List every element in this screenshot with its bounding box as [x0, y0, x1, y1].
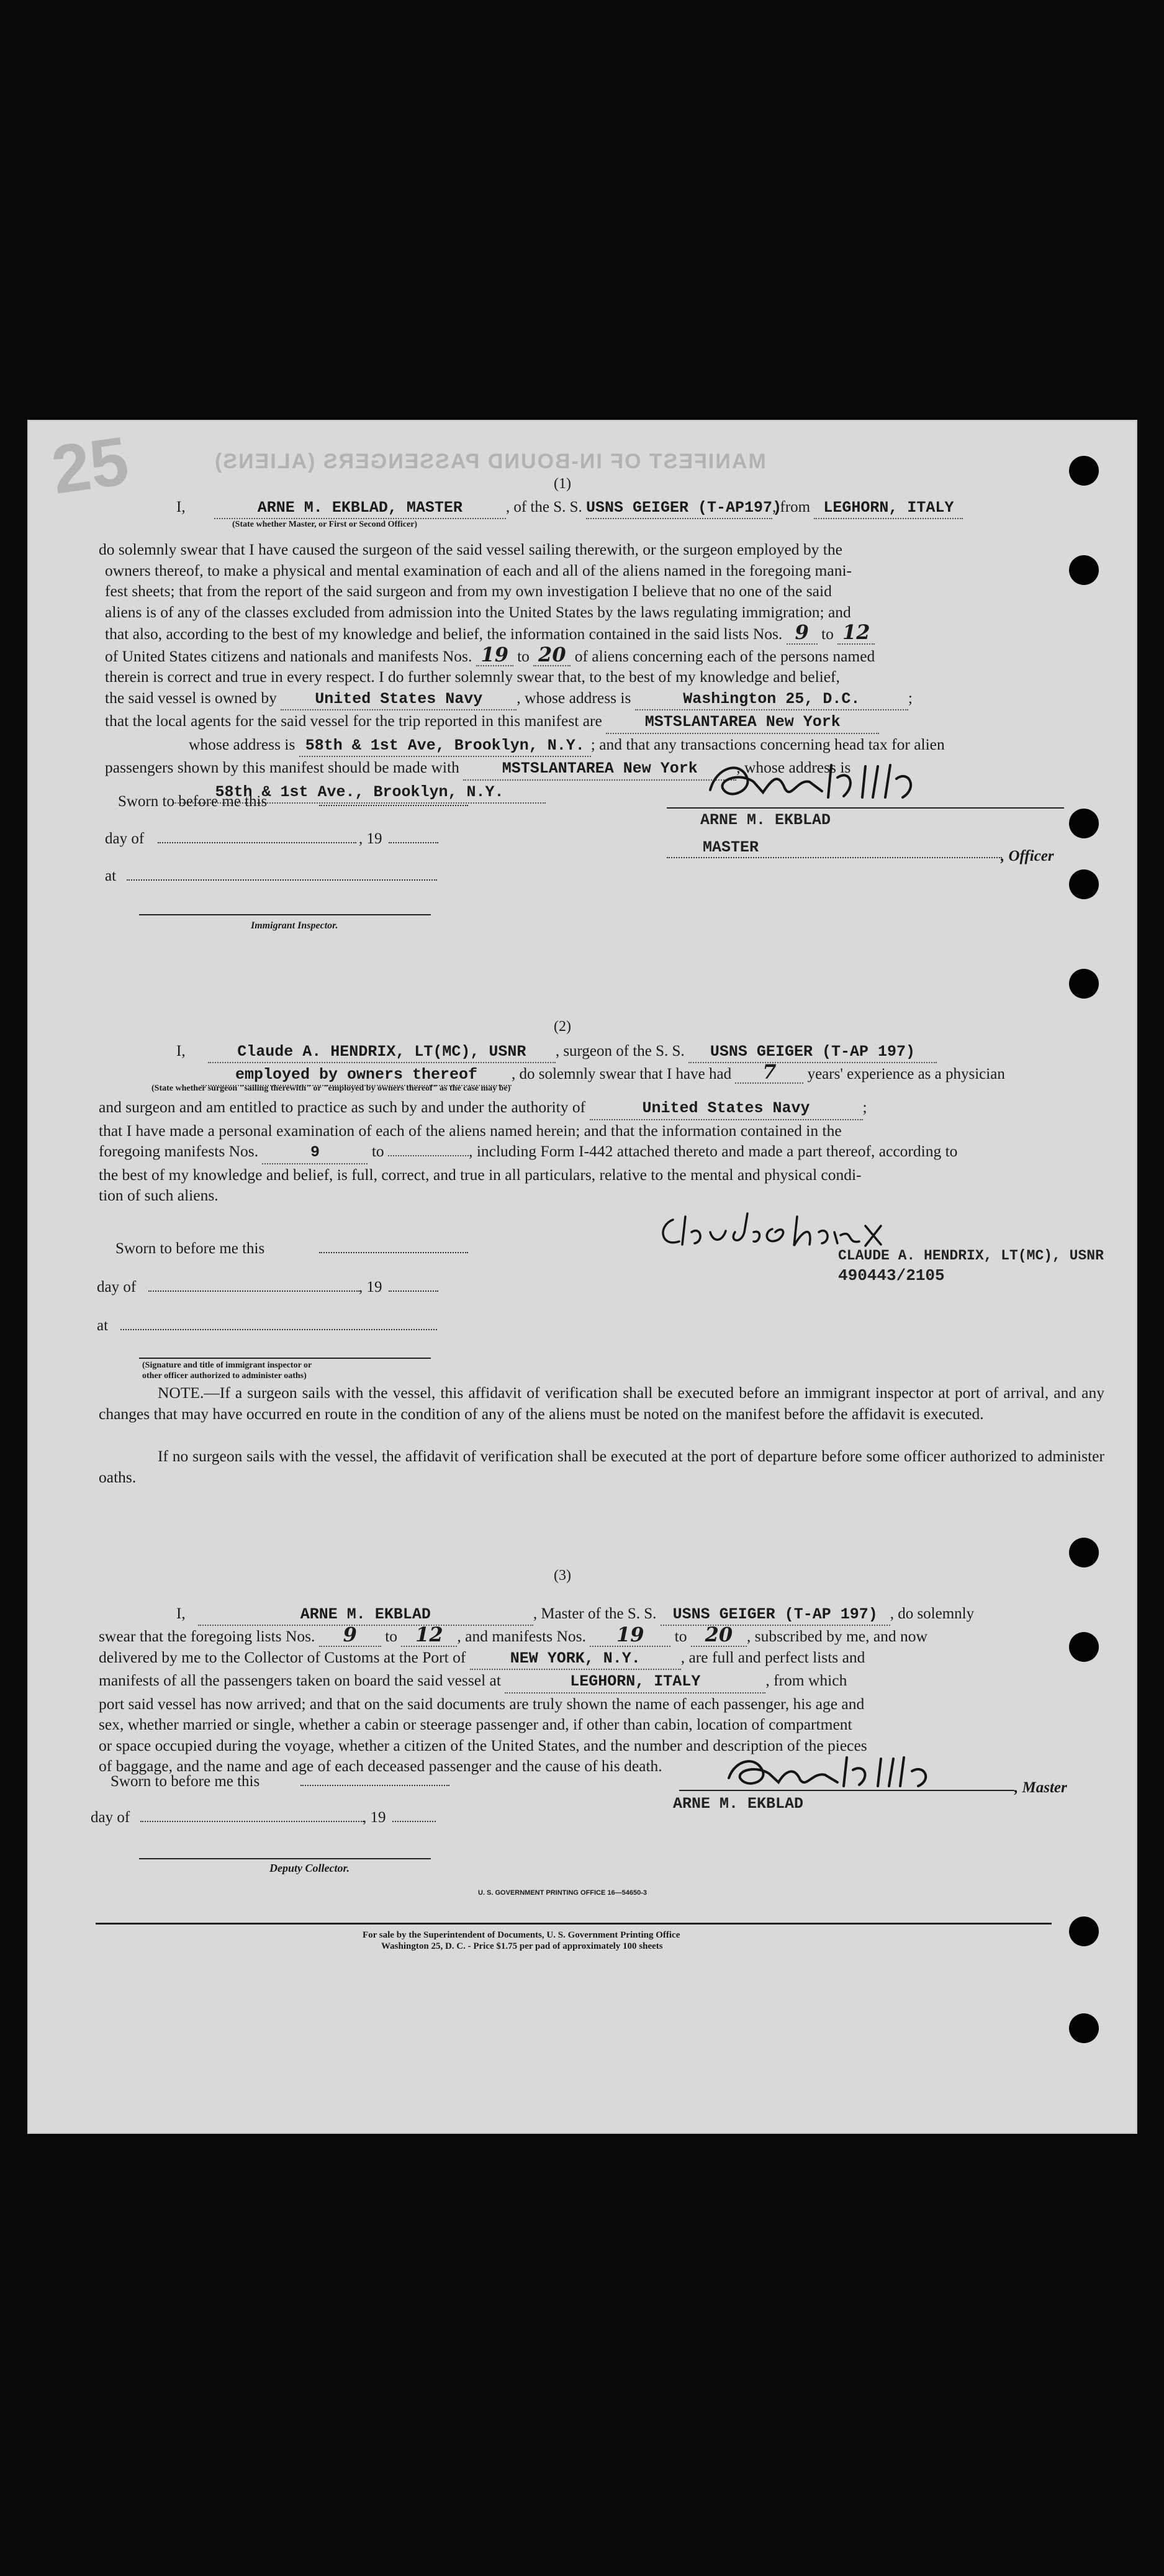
swear-label: , do solemnly: [890, 1605, 975, 1622]
year-blank: [389, 1290, 438, 1292]
oath-lead: I,: [176, 499, 186, 515]
officer-label: , Officer: [1001, 848, 1054, 864]
oath-text: passengers shown by this manifest should be made with: [105, 758, 459, 776]
master-title: MASTER: [703, 838, 759, 856]
arrival-port: NEW YORK, N.Y.: [470, 1648, 681, 1671]
day-text: day of: [105, 830, 145, 847]
to-word: to: [517, 646, 530, 665]
binder-hole: [1069, 969, 1099, 999]
page-stamp-number: 25: [47, 422, 133, 509]
lists-to-3: 12: [401, 1625, 457, 1647]
oath-text: swear that the foregoing lists Nos.: [99, 1627, 315, 1645]
to-word: to: [371, 1142, 384, 1160]
of-ship-label: , of the S. S.: [505, 499, 582, 515]
oath-text: manifests of all the passengers taken on board the said vessel at: [99, 1671, 501, 1689]
oath-line: do solemnly swear that I have caused the surgeon of the said vessel sailing therewith, or the surgeon employed by the: [99, 540, 842, 558]
oath-text: delivered by me to the Collector of Customs at the Port of: [99, 1648, 466, 1666]
manifests-from: 19: [476, 645, 513, 667]
oath-line: of baggage, and the name and age of each deceased passenger and the cause of his death.: [99, 1757, 662, 1775]
surgeon-of-label: , surgeon of the S. S.: [555, 1043, 685, 1059]
master-signature-line: [667, 807, 1064, 809]
oath-line: [99, 1141, 1104, 1164]
oath-line: aliens is of any of the classes excluded from admission into the United States by the laws regulating immigration; and: [105, 602, 851, 621]
oath-text: , whose address is: [736, 758, 851, 776]
surgeon-name: Claude A. HENDRIX, LT(MC), USNR: [208, 1041, 556, 1063]
oath-line: [99, 1625, 1104, 1647]
sworn-blank: [319, 805, 468, 806]
local-agents: MSTSLANTAREA New York: [606, 712, 879, 734]
boarding-port: LEGHORN, ITALY: [505, 1671, 765, 1694]
section-2-oath: [99, 1097, 1104, 1206]
oath-text: , subscribed by me, and now: [746, 1627, 927, 1645]
surgeon-manifests-from: 9: [262, 1142, 368, 1164]
sworn-blank: [300, 1785, 449, 1786]
oath-line: [99, 622, 1104, 645]
to-word: to: [385, 1627, 398, 1645]
section-2-surgeon-line: [176, 1041, 937, 1063]
section-1-master-line: [176, 497, 963, 519]
lists-from: 9: [787, 622, 818, 645]
master-signature-line-3: [679, 1790, 1014, 1791]
oath-line: and surgeon and am entitled to practice as such by and under the authority of United States Navy ;: [99, 1097, 1104, 1120]
years-label: years' experience as a physician: [807, 1066, 1005, 1082]
day-label: [105, 828, 144, 849]
surgeon-manifests-to: [388, 1155, 469, 1156]
master-signature-3: [723, 1750, 983, 1794]
day-label: day of: [97, 1279, 137, 1295]
master-name-3: ARNE M. EKBLAD: [198, 1604, 533, 1626]
at-blank: [127, 879, 437, 881]
officer-blank: [667, 857, 1002, 858]
oath-lead: I,: [176, 1605, 186, 1622]
manifests-to: 20: [533, 645, 571, 667]
oath-text: of aliens concerning each of the persons named: [574, 646, 875, 665]
footer-rule: [96, 1923, 1052, 1925]
oath-text: , and manifests Nos.: [457, 1627, 586, 1645]
manifest-page: [27, 420, 1137, 2134]
officer-signature-line: [139, 1358, 431, 1359]
sworn-line: Sworn to before me this: [115, 1240, 265, 1257]
oath-line: fest sheets; that from the report of the said surgeon and from my own investigation I believe that no one of the said: [105, 582, 832, 600]
oath-line: that I have made a personal examination of each of the aliens named herein; and that the information contained in the: [99, 1121, 842, 1140]
surgeon-service-number: 490443/2105: [838, 1266, 945, 1285]
ship-name-3: USNS GEIGER (T-AP 197): [661, 1604, 890, 1626]
binder-hole: [1069, 869, 1099, 899]
master-label-3: , Master: [1014, 1779, 1067, 1796]
master-signature: [704, 754, 971, 810]
day-label: day of: [91, 1809, 130, 1826]
from-label: , from: [772, 499, 811, 515]
bleed-through-title: MANIFEST OF IN-BOUND PASSENGERS (ALIENS): [214, 450, 766, 473]
oath-text: the said vessel is owned by: [105, 688, 277, 707]
section-1-number: (1): [554, 476, 571, 492]
year-label: , 19: [363, 1809, 386, 1826]
employment-caption: (State whether surgeon "sailing therewith" or "employed by owners thereof" as the case may be): [151, 1084, 511, 1093]
oath-line: tion of such aliens.: [99, 1186, 219, 1204]
agents-address: 58th & 1st Ave, Brooklyn, N.Y.: [299, 735, 591, 758]
surgeon-employment: employed by owners thereof: [201, 1064, 512, 1086]
year-blank: [389, 842, 438, 843]
years-experience: 7: [735, 1062, 803, 1084]
footer-line-1: For sale by the Superintendent of Documents, U. S. Government Printing Office: [363, 1930, 680, 1940]
inspector-signature-line: [139, 914, 431, 915]
departure-port: LEGHORN, ITALY: [814, 497, 963, 519]
section-3-master-line: [176, 1603, 974, 1626]
day-blank: [140, 1821, 364, 1822]
oath-text: that the local agents for the said vessel for the trip reported in this manifest are: [105, 712, 602, 730]
oath-text: ; and that any transactions concerning head tax for alien: [590, 735, 945, 753]
sworn-line: Sworn to before me this: [111, 1773, 260, 1790]
oath-line: sex, whether married or single, whether a cabin or steerage passenger and, if other than cabin, location of compartment: [99, 1715, 852, 1733]
at-blank: [120, 1329, 437, 1330]
master-name-caption: (State whether Master, or First or Second Officer): [232, 520, 418, 529]
surgeon-ship: USNS GEIGER (T-AP 197): [688, 1041, 937, 1063]
lists-from-3: 9: [319, 1625, 381, 1647]
oath-text: , whose address is: [517, 688, 631, 707]
manifests-to-3: 20: [691, 1625, 747, 1647]
oath-line: therein is correct and true in every respect. I do further solemnly swear that, to the best of my knowledge and belief,: [105, 668, 840, 686]
oath-line: [99, 642, 1104, 667]
head-tax-address: 58th & 1st Ave., Brooklyn, N.Y.: [173, 782, 546, 804]
section-3-number: (3): [554, 1567, 571, 1584]
oath-line: the best of my knowledge and belief, is full, correct, and true in all particulars, relative to the mental and physical condi-: [99, 1165, 862, 1184]
lists-to: 12: [837, 622, 875, 645]
oath-line: [99, 710, 1104, 734]
practice-authority: United States Navy: [590, 1098, 863, 1120]
oath-text: of United States citizens and nationals and manifests Nos.: [105, 646, 472, 665]
oath-line: the said vessel is owned by United States Navy , whose address is Washington 25, D.C. ;: [99, 687, 1104, 711]
footer-line-2: Washington 25, D. C. - Price $1.75 per pad of approximately 100 sheets: [381, 1941, 663, 1951]
oath-line: or space occupied during the voyage, whether a citizen of the United States, and the number and description of the pieces: [99, 1736, 867, 1754]
surgeon-note-2: If no surgeon sails with the vessel, the affidavit of verification shall be executed at the port of departure before some officer authorized to administer oaths.: [99, 1447, 1104, 1486]
oath-text: that also, according to the best of my knowledge and belief, the information contained in the said lists Nos.: [105, 625, 783, 643]
at-label: at: [97, 1317, 109, 1334]
manifests-from-3: 19: [590, 1625, 670, 1647]
day-blank: [158, 842, 356, 843]
ship-name: USNS GEIGER (T-AP197): [586, 497, 772, 519]
head-tax-agent: MSTSLANTAREA New York: [463, 758, 736, 781]
binder-hole: [1069, 456, 1099, 486]
master-typed-name: ARNE M. EKBLAD: [700, 811, 831, 829]
day-blank: [148, 1290, 359, 1292]
section-2-number: (2): [554, 1018, 571, 1035]
binder-hole: [1069, 2013, 1099, 2043]
year-label: , 19: [359, 1279, 382, 1295]
swear-label: , do solemnly swear that I have had: [512, 1066, 732, 1082]
oath-line: owners thereof, to make a physical and mental examination of each and all of the aliens named in the foregoing mani-: [105, 561, 852, 579]
vessel-owner: United States Navy: [281, 689, 517, 711]
printing-office-line: U. S. GOVERNMENT PRINTING OFFICE 16—54650-3: [478, 1889, 647, 1897]
binder-hole: [1069, 1916, 1099, 1946]
oath-text: , are full and perfect lists and: [680, 1648, 865, 1666]
oath-line: port said vessel has now arrived; and that on the said documents are truly shown the name of each passenger, his age and: [99, 1694, 865, 1713]
year-blank: [392, 1821, 436, 1822]
surgeon-typed-name: CLAUDE A. HENDRIX, LT(MC), USNR: [838, 1248, 1104, 1264]
sworn-line: Sworn to before me this: [118, 793, 268, 810]
binder-hole: [1069, 1538, 1099, 1567]
inspector-caption: Immigrant Inspector.: [251, 920, 338, 931]
oath-line: [99, 1647, 1104, 1671]
binder-hole: [1069, 809, 1099, 838]
to-word: to: [821, 625, 834, 643]
year-label: , 19: [359, 830, 382, 847]
surgeon-note: NOTE.—If a surgeon sails with the vessel, this affidavit of verification shall be executed before an immigrant inspector at port of arrival, and any changes that may have occurred en route in the condition of any of the aliens must be noted on the manifest before the affidavit is executed.: [99, 1384, 1104, 1423]
at-label: at: [105, 868, 117, 884]
oath-text: , including Form I-442 attached thereto and made a part thereof, according to: [469, 1142, 958, 1160]
oath-text: , from which: [765, 1671, 847, 1689]
oath-text: whose address is: [189, 735, 296, 753]
master-name: ARNE M. EKBLAD, MASTER: [214, 497, 506, 519]
oath-lead: I,: [176, 1043, 186, 1059]
owner-address: Washington 25, D.C.: [635, 689, 908, 711]
to-word: to: [674, 1627, 687, 1645]
officer-caption: (Signature and title of immigrant inspector or other officer authorized to administer oaths): [142, 1361, 312, 1381]
master-typed-name-3: ARNE M. EKBLAD: [673, 1795, 804, 1813]
sworn-blank: [319, 1252, 468, 1253]
oath-line: [99, 1670, 1104, 1694]
master-of-label: , Master of the S. S.: [533, 1605, 657, 1622]
collector-signature-line: [139, 1858, 431, 1859]
oath-text: foregoing manifests Nos.: [99, 1142, 259, 1160]
oath-text: and surgeon and am entitled to practice as such by and under the authority of: [99, 1098, 586, 1116]
collector-caption: Deputy Collector.: [269, 1862, 350, 1874]
